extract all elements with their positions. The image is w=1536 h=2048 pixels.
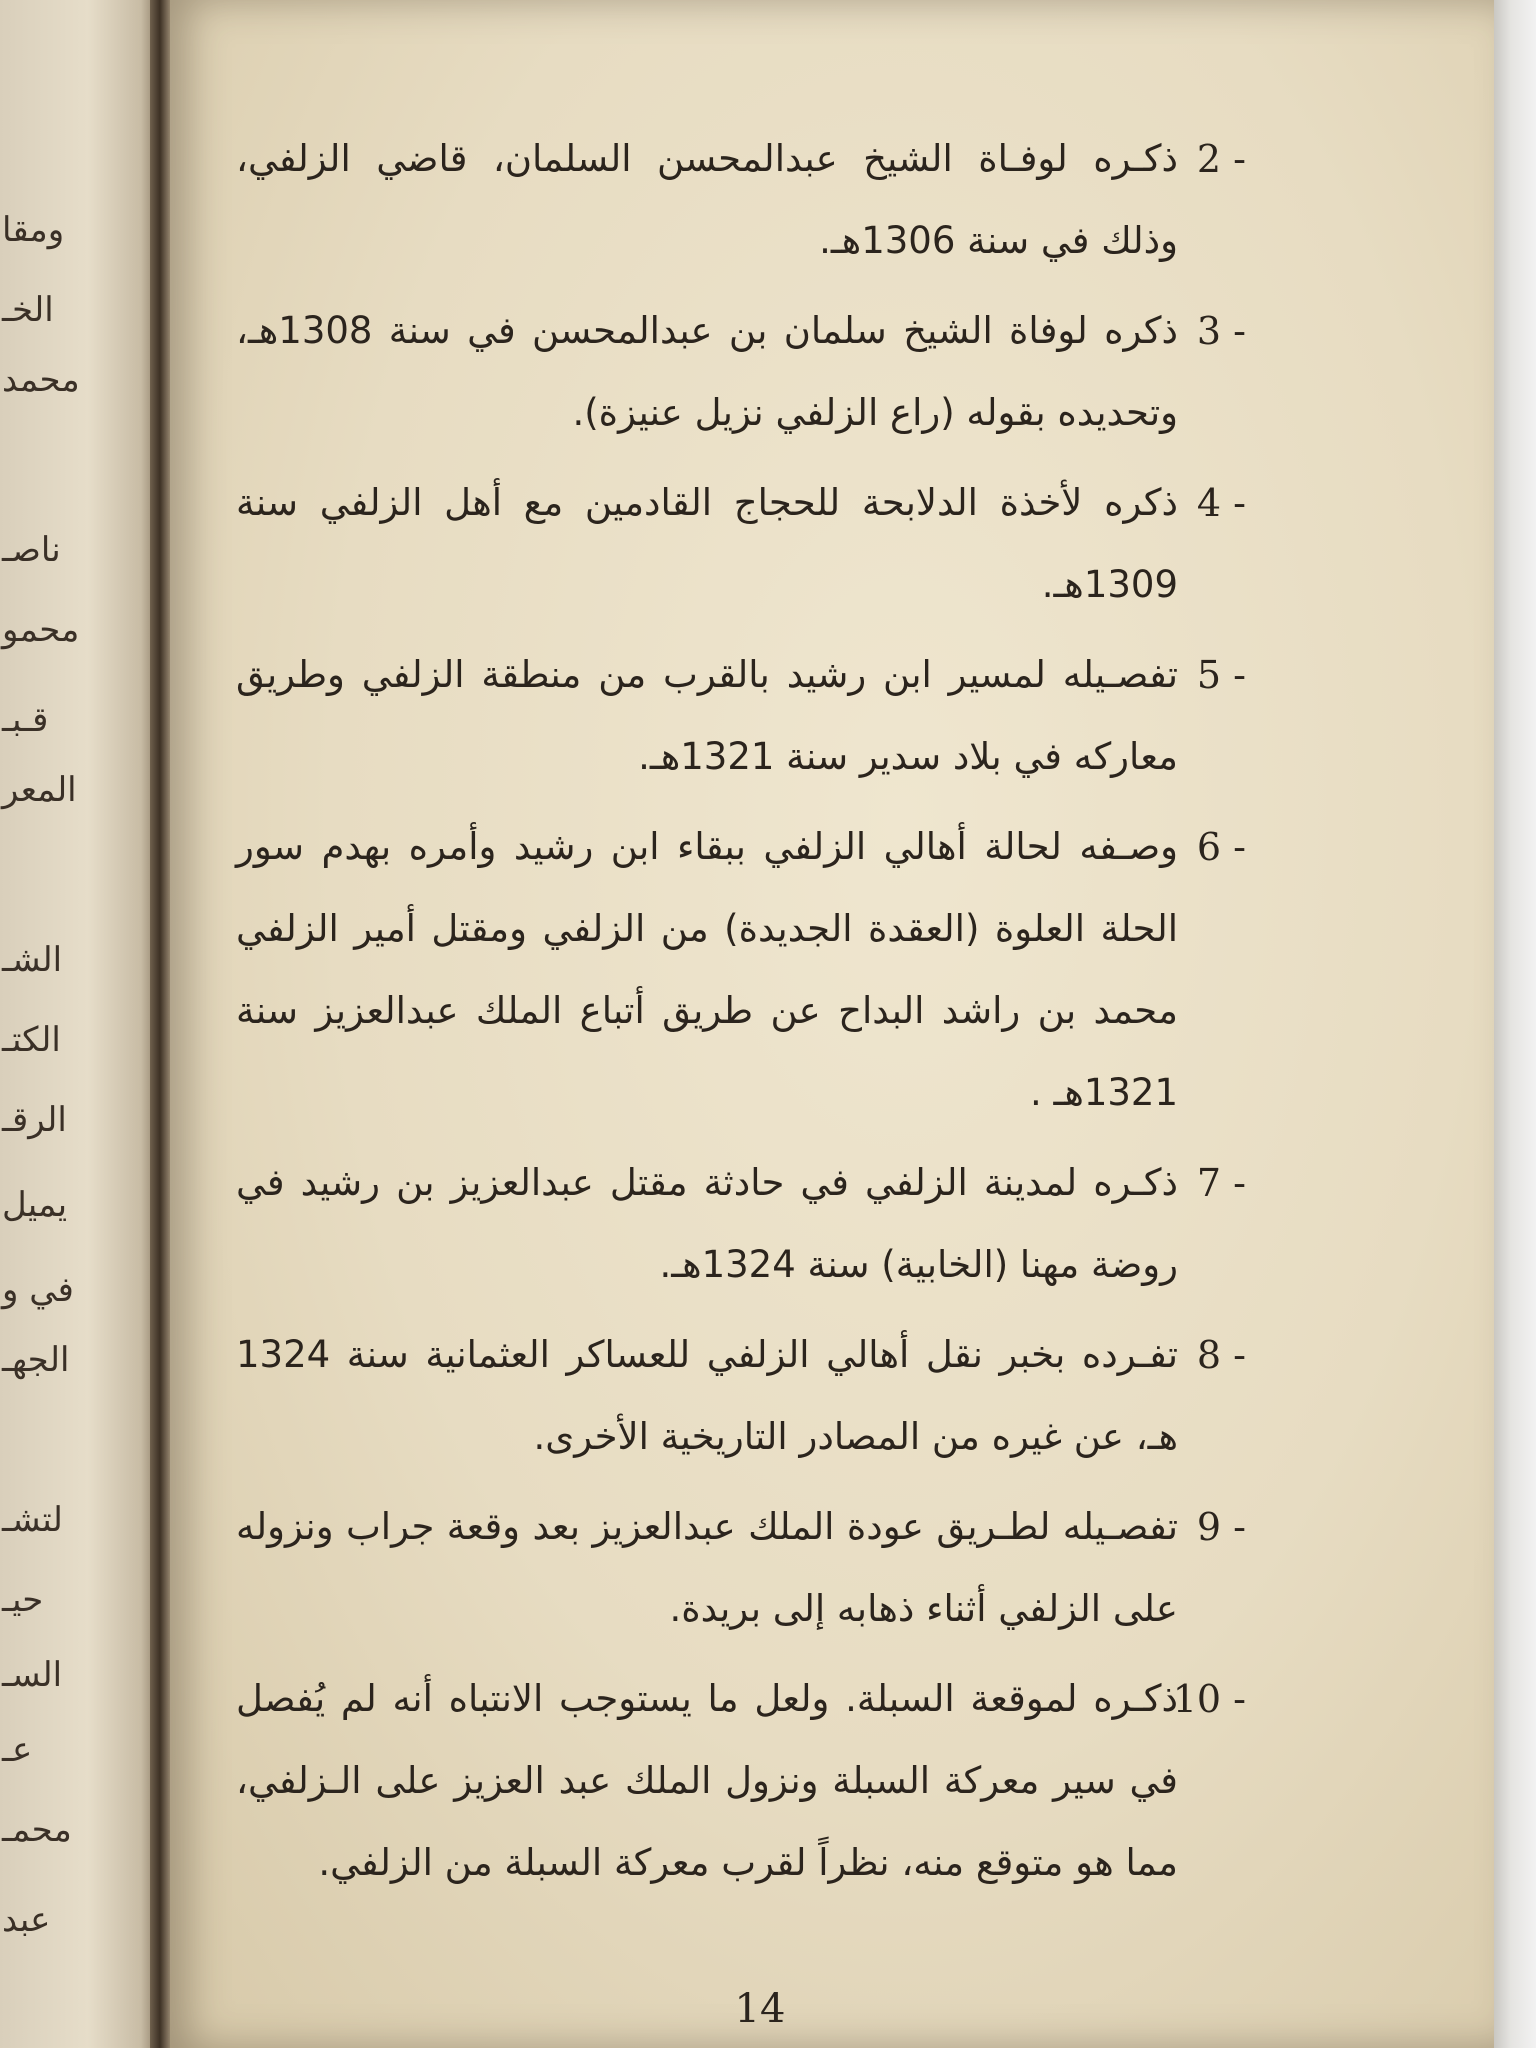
- item-number: 2 -: [1196, 137, 1246, 181]
- left-page-text-fragment: عبد: [2, 1900, 51, 1940]
- item-text: تفصـيله لمسير ابن رشيد بالقرب من منطقة الزلفي وطريق معاركه في بلاد سدير سنة 1321هـ.: [236, 653, 1178, 778]
- left-page-text-fragment: الكتـ: [2, 1020, 61, 1060]
- item-number: 3 -: [1196, 309, 1246, 353]
- left-page-text-fragment: الخـ: [2, 290, 54, 330]
- item-number: 10 -: [1172, 1677, 1246, 1721]
- item-number: 4 -: [1196, 481, 1246, 525]
- left-page-text-fragment: حيـ: [2, 1580, 44, 1620]
- left-page-text-fragment: ناصـ: [2, 530, 61, 570]
- list-item: [236, 1658, 1246, 1904]
- left-page-text-fragment: عـ: [2, 1730, 33, 1770]
- book-gutter: [150, 0, 172, 2048]
- list-item: [236, 118, 1246, 282]
- left-page-text-fragment: ومقا: [2, 210, 65, 250]
- item-text: ذكـره لوفـاة الشيخ عبدالمحسن السلمان، قاضي الزلفي، وذلك في سنة 1306هـ.: [236, 137, 1178, 262]
- list-item: [236, 1486, 1246, 1650]
- left-page-text-fragment: محمد: [2, 360, 80, 400]
- item-text: ذكره لأخذة الدلابحة للحجاج القادمين مع أهل الزلفي سنة 1309هـ.: [236, 481, 1178, 606]
- left-page-text-fragment: السـ: [2, 1655, 63, 1695]
- item-text: وصـفه لحالة أهالي الزلفي ببقاء ابن رشيد وأمره بهدم سور الحلة العلوة (العقدة الجديدة) من الزلفي ومقتل أمير الزلفي محمد بن راشد البداح عن طريق أتباع الملك عبدالعزيز سنة 1321هـ .: [236, 825, 1178, 1114]
- left-page-text-fragment: قـبـ: [2, 700, 49, 740]
- item-number: 5 -: [1196, 653, 1246, 697]
- item-number: 9 -: [1196, 1505, 1246, 1549]
- item-text: ذكـره لمدينة الزلفي في حادثة مقتل عبدالعزيز بن رشيد في روضة مهنا (الخابية) سنة 1324هـ.: [236, 1161, 1178, 1286]
- list-item: [236, 1314, 1246, 1478]
- left-page-text-fragment: الرقـ: [2, 1100, 67, 1140]
- left-page-text-fragment: لتشـ: [2, 1500, 63, 1540]
- item-number: 6 -: [1196, 825, 1246, 869]
- left-page-text-fragment: الشـ: [2, 940, 63, 980]
- item-text: ذكره لوفاة الشيخ سلمان بن عبدالمحسن في سنة 1308هـ، وتحديده بقوله (راع الزلفي نزيل عنيزة).: [236, 309, 1178, 434]
- left-page-text-fragment: المعر: [2, 770, 77, 810]
- item-number: 7 -: [1196, 1161, 1246, 1205]
- item-number: 8 -: [1196, 1333, 1246, 1377]
- item-text: تفـرده بخبر نقل أهالي الزلفي للعساكر العثمانية سنة 1324 هـ، عن غيره من المصادر التاريخية الأخرى.: [236, 1333, 1178, 1458]
- page-number: 14: [734, 1986, 786, 2032]
- left-page-text-fragment: في و: [2, 1270, 74, 1310]
- page-body: [236, 118, 1246, 1912]
- left-page: [0, 0, 160, 2048]
- list-item: [236, 462, 1246, 626]
- item-text: تفصـيله لطـريق عودة الملك عبدالعزيز بعد وقعة جراب ونزوله على الزلفي أثناء ذهابه إلى بريدة.: [236, 1505, 1178, 1630]
- item-text: ذكـره لموقعة السبلة. ولعل ما يستوجب الانتباه أنه لم يُفصل في سير معركة السبلة ونزول الملك عبد العزيز على الـزلفي، مما هو متوقع منه، نظراً لقرب معركة السبلة من الزلفي.: [236, 1677, 1178, 1884]
- page-edge: [1494, 0, 1536, 2048]
- left-page-text-fragment: يميل: [2, 1185, 68, 1225]
- left-page-text-fragment: محمو: [2, 610, 80, 650]
- list-item: [236, 1142, 1246, 1306]
- left-page-text-fragment: محمـ: [2, 1810, 72, 1850]
- list-item: [236, 634, 1246, 798]
- list-item: [236, 806, 1246, 1134]
- list-item: [236, 290, 1246, 454]
- left-page-text-fragment: الجهـ: [2, 1340, 70, 1380]
